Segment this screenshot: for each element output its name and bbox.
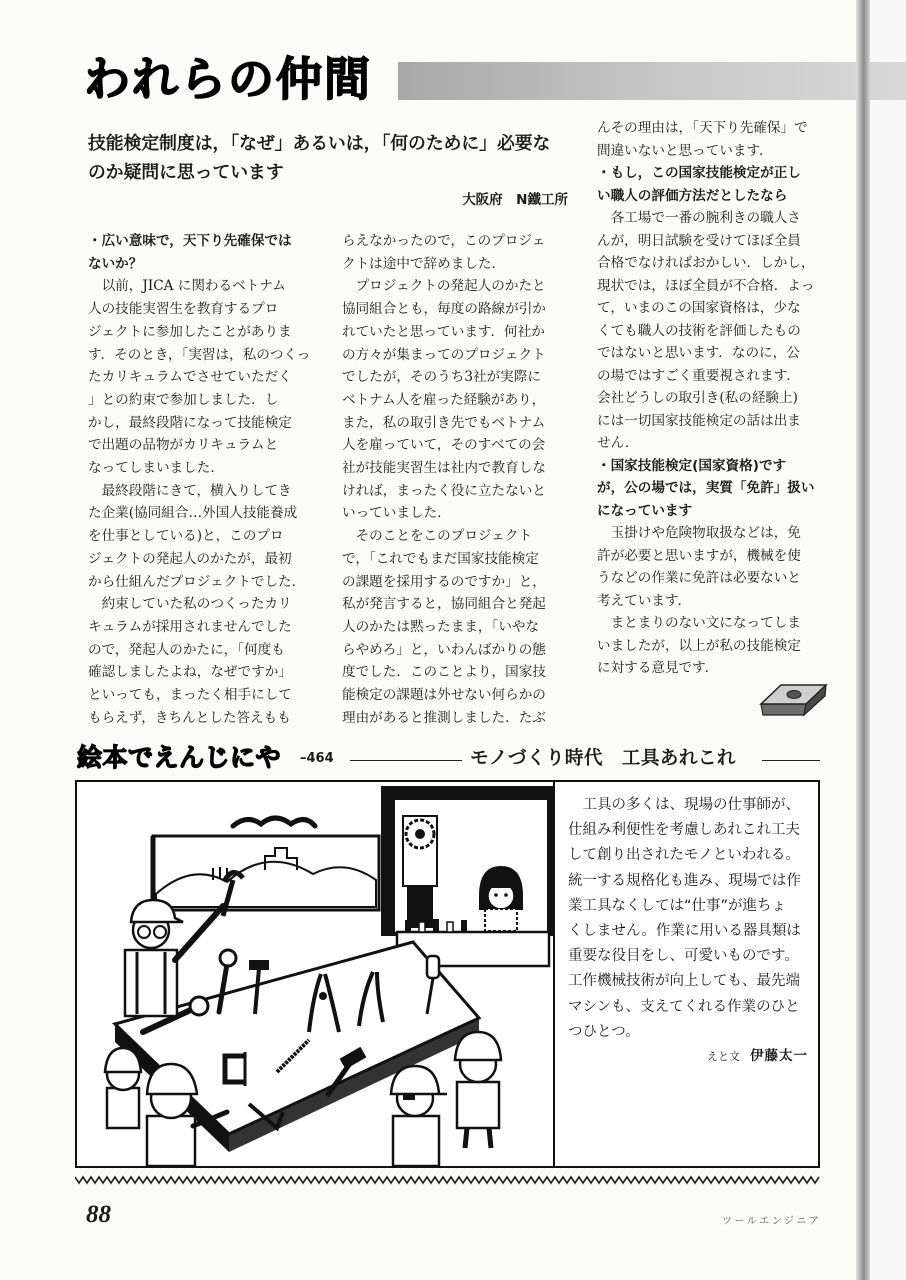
article-title-line: のか疑問に思っています bbox=[88, 162, 284, 183]
text-line: らやめろ」と，いわんばかりの態 bbox=[342, 641, 546, 658]
text-line: 私が発言すると，協同組合と発起 bbox=[342, 596, 546, 613]
article-paragraph bbox=[342, 275, 570, 525]
article-paragraph bbox=[342, 230, 570, 275]
feature-title: モノづくり時代 工具あれこれ bbox=[470, 748, 736, 769]
feature-body-line: 重要な役目をし、可愛いものです。 bbox=[568, 948, 799, 965]
text-line: 確認しましたよね，なぜですか」 bbox=[88, 664, 292, 681]
text-line: には一切国家技能検定の話は出ま bbox=[597, 412, 801, 429]
text-line: くても職人の技術を評価したもの bbox=[597, 322, 801, 339]
text-line: の方々が集まってのプロジェクト bbox=[342, 346, 546, 363]
text-line: かし，最終段階になって技能検定 bbox=[88, 414, 292, 431]
text-line: 最終段階にきて，横入りしてき bbox=[101, 482, 292, 499]
text-line: キュラムが採用されませんでした bbox=[88, 618, 292, 635]
article-paragraph bbox=[597, 612, 822, 680]
article-paragraph bbox=[88, 593, 318, 729]
text-line: また，私の取引き先でもベトナム bbox=[342, 414, 546, 431]
lathe-hub bbox=[415, 829, 425, 839]
feature-body-line: 統一する規格化も進み、現場では作 bbox=[568, 872, 801, 889]
article-subheading bbox=[597, 162, 822, 207]
workshop-illustration bbox=[77, 782, 555, 1166]
facing-page-edge bbox=[868, 0, 906, 1280]
old-man-body bbox=[125, 950, 177, 1016]
text-line: ・広い意味で，天下り先確保では bbox=[88, 233, 292, 249]
kid3-eyepatch bbox=[403, 1094, 415, 1100]
text-line: す．そのとき，「実習は，私のつくっ bbox=[88, 346, 311, 363]
text-line: ければ，まったく役に立たないと bbox=[342, 482, 546, 499]
text-line: に対する意見です． bbox=[597, 660, 719, 676]
screwdriver-handle bbox=[427, 956, 439, 978]
text-line: らえなかったので，このプロジェ bbox=[342, 233, 546, 249]
text-line: 能検定の課題は外せない何らかの bbox=[342, 687, 546, 704]
text-line: て，いまのこの国家資格は，少な bbox=[597, 300, 801, 316]
article-column-2 bbox=[342, 230, 570, 729]
feature-body-line: 業工具なくしては“仕事”が進ちょ bbox=[568, 897, 787, 914]
text-line: ので，発起人のかたに，「何度も bbox=[88, 641, 285, 658]
feature-byline bbox=[600, 1044, 808, 1068]
magazine-name: ツールエンジニア bbox=[722, 1216, 822, 1227]
heading-rule-left bbox=[350, 760, 462, 761]
feature-body-line: して創り出されたモノといわれる。 bbox=[568, 847, 800, 864]
article-paragraph bbox=[88, 480, 318, 594]
text-line: 現状では，ほぼ全員が不合格．よっ bbox=[597, 277, 815, 294]
girl-bangs bbox=[488, 881, 514, 888]
text-line: 度でした．このことより，国家技 bbox=[342, 664, 546, 681]
article-paragraph bbox=[597, 117, 822, 162]
text-line: もらえず，きちんとした答えもも bbox=[88, 709, 291, 726]
kid3-body bbox=[393, 1116, 439, 1166]
zigzag-line bbox=[75, 1177, 819, 1183]
series-logo: 絵本でえんじにや bbox=[77, 743, 282, 772]
counter-item bbox=[433, 919, 439, 932]
text-line: ・国家技能検定(国家資格)です bbox=[597, 457, 787, 474]
byline-label: えと文 bbox=[707, 1050, 740, 1063]
text-line: んその理由は，「天下り先確保」で bbox=[597, 120, 808, 136]
text-line: 理由があると推測しました．たぶ bbox=[342, 709, 546, 726]
section-header-bar bbox=[398, 62, 906, 100]
worker-kid-1 bbox=[105, 1048, 141, 1128]
kid4-body bbox=[457, 1082, 499, 1128]
text-line: 許が必要と思いますが，機械を使 bbox=[597, 547, 801, 564]
text-line: で，「これでもまだ国家技能検定 bbox=[342, 550, 539, 567]
article-column-3 bbox=[597, 117, 822, 680]
girl-body bbox=[485, 909, 517, 931]
counter-item bbox=[405, 920, 411, 932]
page-number: 88 bbox=[86, 1201, 111, 1228]
text-line: でしたが，そのうち3社が実際に bbox=[342, 369, 541, 386]
text-line: んが，明日試験を受けてほぼ全員 bbox=[597, 232, 801, 249]
counter-item bbox=[419, 922, 425, 932]
text-line: ベトナム人を雇った経験があり， bbox=[342, 391, 546, 408]
text-line: いましたが，以上が私の技能検定 bbox=[597, 637, 801, 654]
kid4-leg bbox=[489, 1128, 491, 1148]
zigzag-divider bbox=[75, 1175, 820, 1185]
text-line: たカリキュラムでさせていただく bbox=[88, 369, 292, 386]
article-title bbox=[88, 129, 550, 187]
text-line: 人のかたは黙ったまま，「いやな bbox=[342, 618, 540, 635]
article-column-1 bbox=[88, 230, 318, 729]
text-line: になっています bbox=[597, 502, 693, 519]
article-title-line: 技能検定制度は，「なぜ」あるいは，「何のために」必要な bbox=[88, 133, 551, 154]
byline-name: 伊藤太一 bbox=[750, 1048, 808, 1064]
text-line: 社が技能実習生は社内で教育しな bbox=[342, 460, 546, 477]
hammer-head bbox=[249, 960, 269, 970]
counter-item bbox=[461, 920, 467, 932]
article-paragraph bbox=[597, 522, 822, 612]
feature-body-line: 工具の多くは、現場の仕事師が、 bbox=[582, 797, 800, 813]
text-line: で出題の品物がカリキュラムと bbox=[88, 437, 279, 454]
feature-body bbox=[568, 793, 816, 1045]
text-line: ではないと思います．なのに，公 bbox=[597, 345, 800, 361]
article-subheading bbox=[88, 230, 318, 275]
feature-body-line: つひとつ。 bbox=[568, 1023, 640, 1040]
feature-body-line: くしません。作業に用いる器具類は bbox=[568, 922, 801, 939]
wrench-ring bbox=[220, 950, 236, 966]
page-binding-shadow bbox=[856, 0, 870, 1280]
text-line: いっていました． bbox=[342, 505, 451, 522]
girl-eye-right bbox=[504, 893, 508, 897]
text-line: 協同組合とも，毎度の路線が引か bbox=[342, 301, 546, 318]
series-number: –464 bbox=[300, 751, 334, 766]
text-line: の課題を採用するのですか」と， bbox=[342, 573, 546, 590]
text-line: ・もし，この国家技能検定が正し bbox=[597, 165, 801, 181]
text-line: なってしまいました． bbox=[88, 460, 224, 477]
insert-front-face bbox=[761, 704, 806, 715]
machine-window bbox=[381, 786, 553, 936]
text-line: といっても，まったく相手にして bbox=[88, 687, 292, 704]
text-line: 考えています． bbox=[597, 592, 692, 609]
text-line: 各工場で一番の腕利きの職人さ bbox=[610, 210, 801, 226]
section-title: われらの仲間 bbox=[84, 52, 372, 106]
text-line: そのことをこのプロジェクト bbox=[355, 528, 533, 545]
heading-rule-right bbox=[762, 760, 820, 761]
cutting-insert-icon bbox=[756, 680, 828, 720]
text-line: の場ではすごく重要視されます． bbox=[597, 367, 800, 384]
feature-body-line: 仕組み利便性を考慮しあれこれ工夫 bbox=[568, 822, 800, 839]
kid2-body bbox=[147, 1116, 195, 1166]
text-line: から仕組んだプロジェクトでした． bbox=[88, 573, 306, 590]
text-line: プロジェクトの発起人のかたと bbox=[355, 278, 546, 295]
text-line: 会社どうしの取引き(私の経験上) bbox=[597, 390, 798, 406]
text-line: い職人の評価方法だとしたなら bbox=[597, 187, 788, 204]
counter-item bbox=[447, 922, 453, 932]
article-subheading bbox=[597, 455, 822, 523]
text-line: クトは途中で辞めました． bbox=[342, 255, 506, 272]
article-paragraph bbox=[597, 207, 822, 455]
text-line: せん． bbox=[597, 435, 639, 451]
text-line: 合格でなければおかしい．しかし， bbox=[597, 255, 815, 271]
wall-picture bbox=[153, 836, 379, 910]
text-line: た企業(協同組合…外国人技能養成 bbox=[88, 505, 298, 522]
text-line: 間違いないと思っています． bbox=[597, 142, 773, 159]
article-author: 大阪府 N鐵工所 bbox=[462, 192, 568, 208]
text-line: 人を雇っていて，そのすべての会 bbox=[342, 437, 546, 454]
girl-eye-left bbox=[494, 893, 498, 897]
feature-body-line: マシンも、支えてくれる作業のひと bbox=[568, 998, 800, 1015]
text-line: れていたと思っています．何社か bbox=[342, 323, 545, 340]
article-paragraph bbox=[342, 525, 570, 729]
text-line: まとまりのない文になってしま bbox=[610, 615, 801, 631]
text-line: ないか？ bbox=[88, 255, 143, 272]
pliers-pivot bbox=[319, 992, 327, 1000]
kid4-leg bbox=[465, 1128, 467, 1148]
text-line: 人の技能実習生を教育するプロ bbox=[88, 301, 279, 318]
text-line: 」との約束で参加しました．し bbox=[88, 391, 279, 408]
article-paragraph bbox=[88, 275, 318, 479]
feature-body-line: 工作機械技術が向上しても、最先端 bbox=[568, 973, 800, 990]
text-line: 以前，JICA に関わるベトナム bbox=[101, 278, 286, 295]
text-line: 玉掛けや危険物取扱などは，免 bbox=[610, 525, 801, 541]
text-line: うなどの作業に免許は必要ないと bbox=[597, 570, 801, 586]
spanner-head bbox=[190, 997, 208, 1015]
text-line: を仕事としている)と，このプロ bbox=[88, 528, 284, 545]
text-line: ジェクトに参加したことがありま bbox=[88, 323, 292, 340]
lathe-machine bbox=[403, 816, 437, 928]
text-line: ジェクトの発起人のかたが，最初 bbox=[88, 550, 292, 567]
insert-hole bbox=[787, 691, 801, 699]
text-line: が，公の場では，実質「免許」扱い bbox=[597, 480, 815, 496]
text-line: 約束していた私のつくったカリ bbox=[101, 596, 292, 613]
kid1-body bbox=[107, 1088, 139, 1128]
girl-figure bbox=[479, 866, 523, 931]
